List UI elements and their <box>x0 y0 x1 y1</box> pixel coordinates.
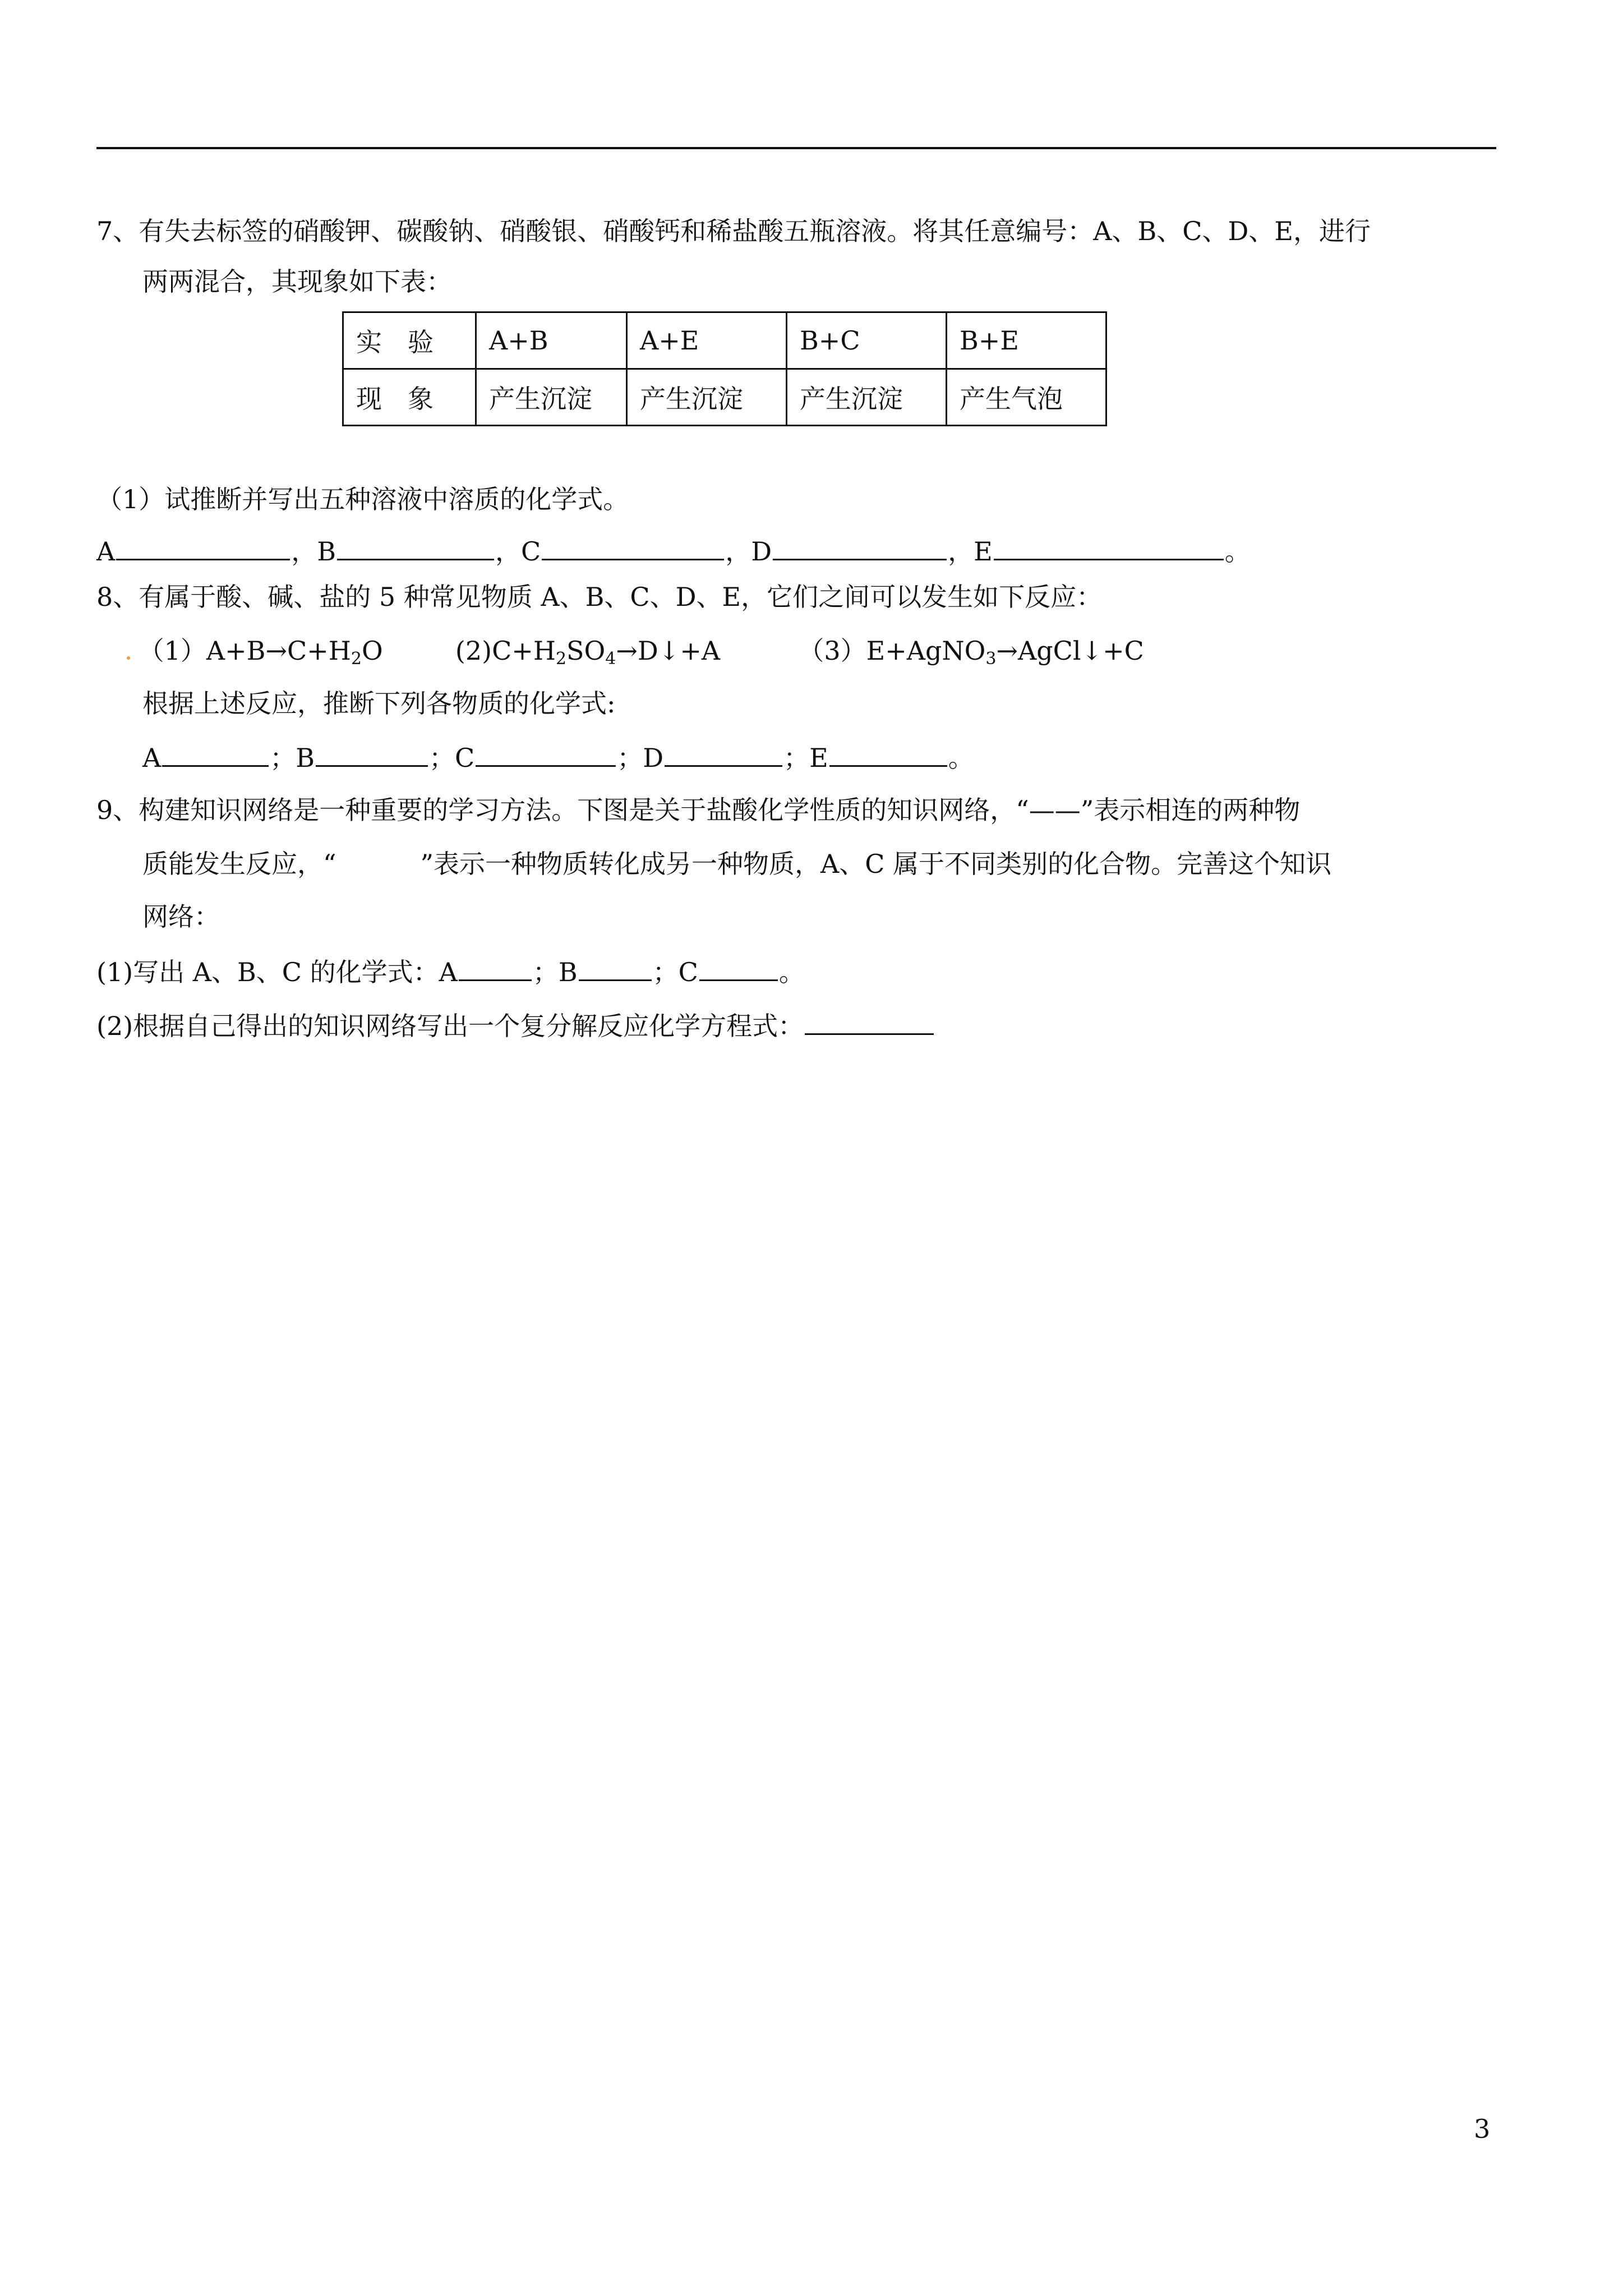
answer-blank-e[interactable] <box>994 533 1224 560</box>
header-rule <box>96 147 1496 149</box>
table-cell: 产生沉淀 <box>787 369 947 426</box>
answer-blank-a[interactable] <box>116 533 290 560</box>
answer-blank-c[interactable] <box>542 533 724 560</box>
table-cell: 产生沉淀 <box>476 369 627 426</box>
q9-line1: 9、构建知识网络是一种重要的学习方法。下图是关于盐酸化学性质的知识网络，“——”表示相连的两种物 <box>96 795 1301 825</box>
table-cell: B+E <box>947 312 1106 369</box>
answer-blank-c[interactable] <box>476 739 616 767</box>
answer-blank-e[interactable] <box>829 739 947 767</box>
table-cell: 产生沉淀 <box>627 369 787 426</box>
answer-blank-a[interactable] <box>162 739 269 767</box>
q9-sub2: (2)根据自己得出的知识网络写出一个复分解反应化学方程式： <box>96 1007 935 1044</box>
mark-dot <box>127 656 130 660</box>
answer-blank-d[interactable] <box>665 739 782 767</box>
table-cell: B+C <box>787 312 947 369</box>
q8-answer-line: A ；B ；C ；D ；E 。 <box>142 739 974 776</box>
table-row <box>343 369 1106 426</box>
q7-answer-line: A ，B ，C ，D ，E 。 <box>96 533 1251 569</box>
q7-sub1: （1）试推断并写出五种溶液中溶质的化学式。 <box>96 484 629 514</box>
table-cell: 现 象 <box>343 369 476 426</box>
q8-line3: 根据上述反应，推断下列各物质的化学式: <box>142 688 616 719</box>
page-number: 3 <box>1474 2114 1491 2144</box>
answer-blank-b[interactable] <box>337 533 494 560</box>
answer-blank-a[interactable] <box>459 954 532 981</box>
answer-blank-b[interactable] <box>316 739 428 767</box>
table-row <box>343 312 1106 369</box>
q7-line1: 7、有失去标签的硝酸钾、碳酸钠、硝酸银、硝酸钙和稀盐酸五瓶溶液。将其任意编号：A、B、C、D、E，进行 <box>96 216 1371 246</box>
table-cell: 实 验 <box>343 312 476 369</box>
table-cell: 产生气泡 <box>947 369 1106 426</box>
answer-blank-equation[interactable] <box>805 1007 934 1035</box>
q8-line1: 8、有属于酸、碱、盐的 5 种常见物质 A、B、C、D、E，它们之间可以发生如下反应： <box>96 582 1103 612</box>
table-cell: A+E <box>627 312 787 369</box>
observation-table <box>342 311 1107 426</box>
table-cell: A+B <box>476 312 627 369</box>
q9-line3: 网络： <box>142 901 220 932</box>
q9-line2: 质能发生反应，“ ”表示一种物质转化成另一种物质，A、C 属于不同类别的化合物。完善这个知识 <box>142 849 1332 879</box>
q8-reactions: $(1)A+B\to C+H_2O$ $(2)C+H_2SO_4\to D↓+A$ （3）E+AgNO$_3$→AgCl↓+C <box>127 633 1144 669</box>
answer-blank-c[interactable] <box>699 954 778 981</box>
answer-blank-b[interactable] <box>579 954 652 981</box>
q7-line2: 两两混合，其现象如下表： <box>142 266 452 297</box>
answer-blank-d[interactable] <box>773 533 947 560</box>
q9-sub1: (1)写出 A、B、C 的化学式：A ；B ；C 。 <box>96 954 805 990</box>
